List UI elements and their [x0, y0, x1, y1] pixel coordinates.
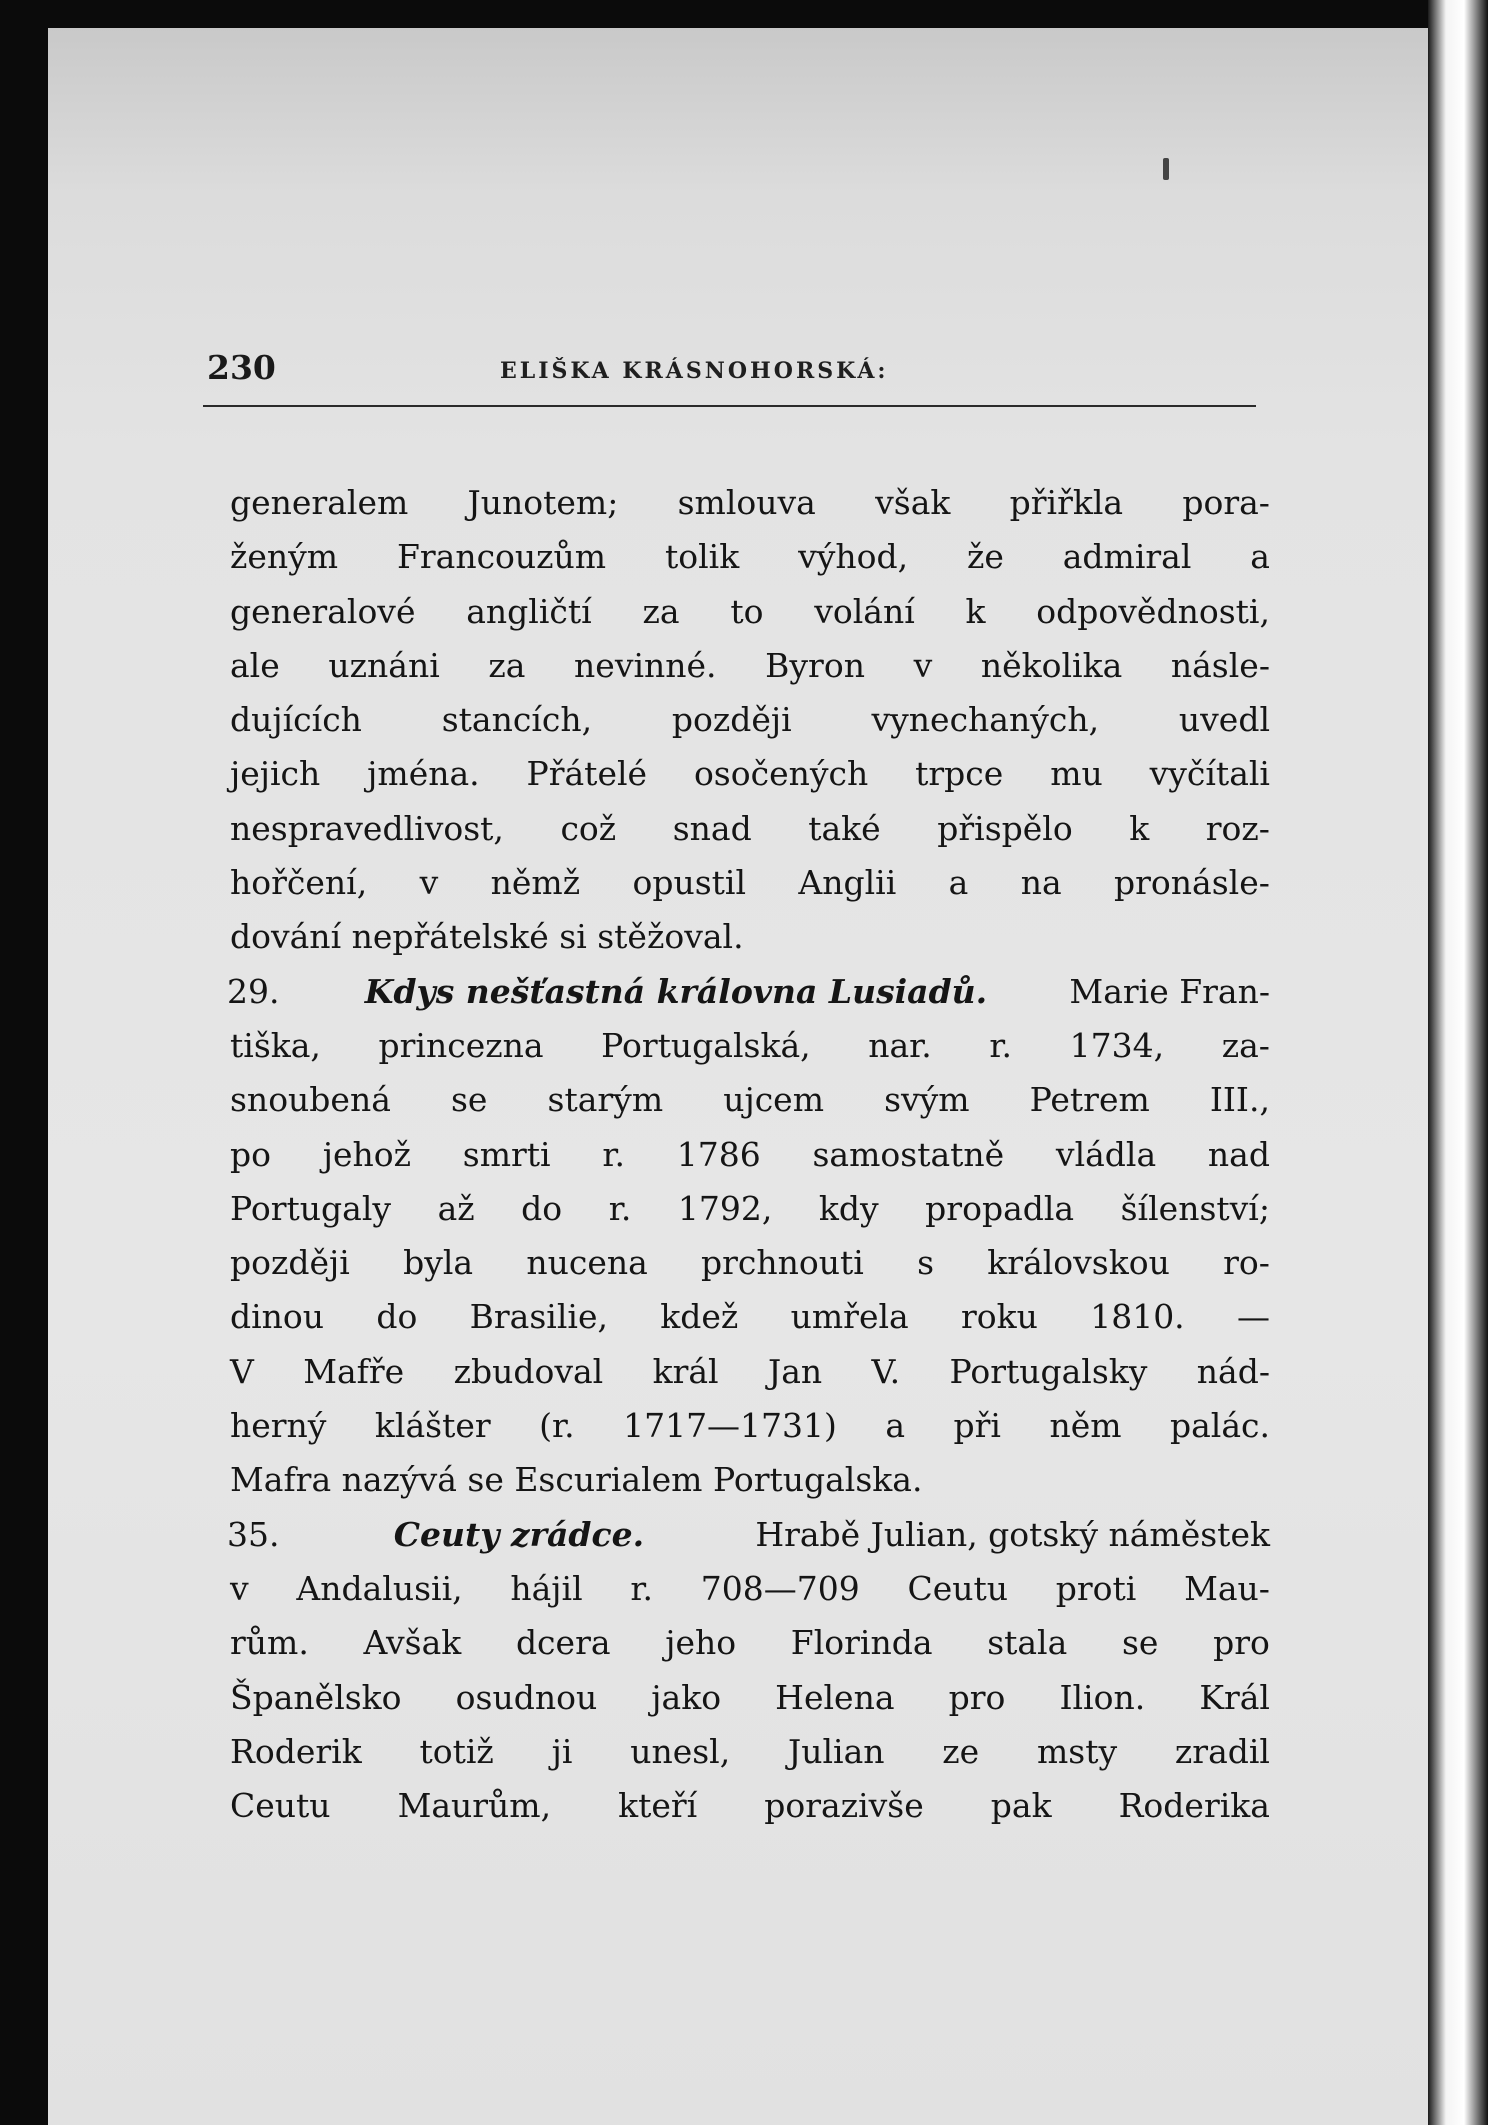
- word: Portugaly: [230, 1188, 392, 1228]
- running-title: ELIŠKA KRÁSNOHORSKÁ:: [500, 358, 889, 384]
- word: Roderika: [1118, 1786, 1270, 1826]
- word: do: [376, 1297, 418, 1337]
- word: proti: [1055, 1568, 1137, 1608]
- word: opustil: [632, 863, 747, 903]
- note-35-first-line: [227, 1508, 1270, 1562]
- note-title: Ceuty zrádce.: [393, 1514, 645, 1554]
- word: roku: [961, 1297, 1038, 1337]
- text-line: [230, 585, 1270, 639]
- word: uznáni: [328, 645, 440, 685]
- page-edge: [1428, 0, 1488, 2125]
- word: jako: [651, 1677, 722, 1717]
- word: později: [230, 1243, 350, 1283]
- word: Avšak: [363, 1623, 462, 1663]
- text-line: [230, 1725, 1270, 1779]
- word: ale: [230, 645, 280, 685]
- word: kdy: [818, 1188, 879, 1228]
- word: byla: [403, 1243, 474, 1283]
- text-line: [230, 802, 1270, 856]
- word: trpce: [915, 754, 1004, 794]
- word: král: [652, 1351, 719, 1391]
- word: klášter: [374, 1406, 491, 1446]
- word: smlouva: [677, 483, 816, 522]
- word: pro: [948, 1677, 1006, 1717]
- note-text: Hrabě Julian, gotský náměstek: [755, 1514, 1270, 1554]
- word: r.: [989, 1025, 1013, 1065]
- word: princezna: [378, 1025, 544, 1065]
- word: k: [965, 591, 986, 631]
- word: zbudoval: [453, 1351, 604, 1391]
- text-line: [230, 530, 1270, 584]
- word: 708—709: [700, 1568, 860, 1608]
- word: 1810.: [1090, 1297, 1185, 1337]
- word: Mau-: [1184, 1568, 1270, 1608]
- word: r.: [608, 1188, 632, 1228]
- word: Maurům,: [397, 1786, 552, 1826]
- word: nar.: [868, 1025, 932, 1065]
- word: ji: [551, 1731, 573, 1771]
- word: Petrem: [1029, 1080, 1150, 1120]
- word: v: [230, 1568, 249, 1608]
- word: nad: [1207, 1134, 1270, 1174]
- word: roz-: [1205, 808, 1270, 848]
- word: r.: [602, 1134, 625, 1174]
- word: —: [1236, 1297, 1270, 1337]
- word: prchnouti: [701, 1243, 864, 1283]
- word: Ceutu: [230, 1786, 331, 1826]
- word: až: [437, 1188, 475, 1228]
- word: jeho: [665, 1623, 737, 1663]
- text-line: [230, 1073, 1270, 1127]
- word: Anglii: [798, 863, 897, 903]
- word: Jan: [767, 1351, 823, 1391]
- word: Přátelé: [526, 754, 648, 794]
- word: nád-: [1196, 1351, 1270, 1391]
- word: V: [230, 1351, 254, 1391]
- word: V.: [871, 1351, 901, 1391]
- word: pak: [990, 1786, 1052, 1826]
- word: Andalusii,: [296, 1568, 463, 1608]
- word: násle-: [1170, 645, 1270, 685]
- word: s: [917, 1243, 935, 1283]
- word: zradil: [1174, 1731, 1270, 1771]
- text-line: [230, 476, 1270, 530]
- word: ženým: [230, 537, 339, 577]
- word: Helena: [775, 1677, 895, 1717]
- word: 1792,: [677, 1188, 773, 1228]
- word: k: [1129, 808, 1150, 848]
- word: snad: [672, 808, 752, 848]
- word: odpovědnosti,: [1036, 591, 1270, 631]
- word: kteří: [618, 1786, 698, 1826]
- word: samostatně: [812, 1134, 1005, 1174]
- word: přiřkla: [1009, 483, 1124, 522]
- word: vynechaných,: [871, 700, 1100, 740]
- text-line: [230, 693, 1270, 747]
- word: Roderik: [230, 1731, 362, 1771]
- word: Florinda: [790, 1623, 933, 1663]
- note-number: 29.: [227, 971, 280, 1011]
- word: za: [642, 591, 680, 631]
- text-line: [230, 1345, 1270, 1399]
- text-line: [230, 1182, 1270, 1236]
- word: smrti: [462, 1134, 551, 1174]
- word: přispělo: [937, 808, 1073, 848]
- header-rule: [203, 405, 1256, 407]
- word: porazivše: [764, 1786, 924, 1826]
- word: také: [808, 808, 881, 848]
- text-line: [230, 1236, 1270, 1290]
- word: Ceutu: [907, 1568, 1009, 1608]
- word: němž: [490, 863, 581, 903]
- word: v: [913, 645, 933, 685]
- word: osudnou: [455, 1677, 598, 1717]
- word: dcera: [515, 1623, 611, 1663]
- word: nevinné.: [574, 645, 717, 685]
- word: Byron: [765, 645, 865, 685]
- word: vyčítali: [1149, 754, 1270, 794]
- word: starým: [547, 1080, 664, 1120]
- word: Julian: [787, 1731, 885, 1771]
- word: při: [953, 1406, 1001, 1446]
- word: Portugalsky: [949, 1351, 1148, 1391]
- word: admiral: [1062, 537, 1192, 577]
- text-line: [230, 1671, 1270, 1725]
- word: svým: [884, 1080, 970, 1120]
- word: dinou: [230, 1297, 325, 1337]
- word: něm: [1049, 1406, 1122, 1446]
- text-line: [230, 1616, 1270, 1670]
- word: uvedl: [1178, 700, 1270, 740]
- word: rům.: [230, 1623, 309, 1663]
- note-text: Marie Fran-: [1069, 971, 1270, 1011]
- text-line: [230, 747, 1270, 801]
- word: pora-: [1182, 483, 1270, 522]
- word: však: [875, 483, 951, 522]
- word: a: [885, 1406, 906, 1446]
- word: Mafře: [303, 1351, 405, 1391]
- word: palác.: [1169, 1406, 1270, 1446]
- text-line: [230, 1019, 1270, 1073]
- word: snoubená: [230, 1080, 391, 1120]
- text-line: [230, 1128, 1270, 1182]
- text-line: dování nepřátelské si stěžoval.: [230, 917, 744, 957]
- page-number: 230: [207, 348, 276, 387]
- word: ujcem: [723, 1080, 824, 1120]
- word: ro-: [1223, 1243, 1270, 1283]
- word: umřela: [790, 1297, 909, 1337]
- word: stancích,: [441, 700, 593, 740]
- word: propadla: [925, 1188, 1075, 1228]
- word: Junotem;: [467, 483, 619, 522]
- word: herný: [230, 1406, 327, 1446]
- text-line: [230, 639, 1270, 693]
- word: Portugalská,: [601, 1025, 811, 1065]
- word: a: [1250, 537, 1270, 577]
- word: Ilion.: [1059, 1677, 1146, 1717]
- ink-mark: [1163, 158, 1169, 180]
- word: totiž: [419, 1731, 494, 1771]
- word: šílenství;: [1120, 1188, 1270, 1228]
- word: ze: [942, 1731, 980, 1771]
- body-text: [227, 476, 1270, 1833]
- word: III.,: [1209, 1080, 1270, 1120]
- text-line: [230, 1399, 1270, 1453]
- word: nespravedlivost,: [230, 808, 504, 848]
- word: královskou: [987, 1243, 1170, 1283]
- word: 1717—1731): [623, 1406, 837, 1446]
- note-number: 35.: [227, 1514, 280, 1554]
- text-line: [230, 1562, 1270, 1616]
- word: jejich: [230, 754, 321, 794]
- word: nucena: [526, 1243, 648, 1283]
- word: volání: [814, 591, 915, 631]
- note-title: Kdys nešťastná královna Lusiadů.: [364, 971, 988, 1011]
- text-line: [230, 1290, 1270, 1344]
- word: jména.: [367, 754, 480, 794]
- word: několika: [980, 645, 1123, 685]
- word: Brasilie,: [469, 1297, 608, 1337]
- text-line: Mafra nazývá se Escurialem Portugalska.: [230, 1460, 923, 1500]
- word: výhod,: [798, 537, 909, 577]
- word: 1786: [676, 1134, 761, 1174]
- word: že: [966, 537, 1004, 577]
- word: v: [419, 863, 439, 903]
- word: 1734,: [1069, 1025, 1165, 1065]
- word: generalem: [230, 483, 409, 522]
- word: tiška,: [230, 1025, 321, 1065]
- page-header: [207, 348, 1254, 398]
- word: kdež: [660, 1297, 739, 1337]
- word: Španělsko: [230, 1677, 402, 1717]
- word: osočených: [693, 754, 869, 794]
- word: mu: [1050, 754, 1103, 794]
- text-line: [230, 1779, 1270, 1833]
- word: Král: [1199, 1677, 1270, 1717]
- word: vládla: [1055, 1134, 1157, 1174]
- word: hájil: [510, 1568, 583, 1608]
- word: se: [1121, 1623, 1159, 1663]
- word: (r.: [539, 1406, 575, 1446]
- word: dujících: [230, 700, 362, 740]
- word: za-: [1221, 1025, 1270, 1065]
- word: později: [671, 700, 792, 740]
- word: do: [521, 1188, 563, 1228]
- word: to: [730, 591, 764, 631]
- word: r.: [630, 1568, 654, 1608]
- word: hořčení,: [230, 863, 368, 903]
- word: na: [1020, 863, 1062, 903]
- word: angličtí: [466, 591, 592, 631]
- word: po: [230, 1134, 271, 1174]
- word: za: [488, 645, 526, 685]
- word: což: [560, 808, 617, 848]
- word: msty: [1037, 1731, 1118, 1771]
- note-29-first-line: [227, 965, 1270, 1019]
- word: generalové: [230, 591, 416, 631]
- word: tolik: [664, 537, 740, 577]
- text-line: [230, 856, 1270, 910]
- word: pro: [1213, 1623, 1270, 1663]
- word: Francouzům: [396, 537, 607, 577]
- word: stala: [987, 1623, 1068, 1663]
- word: jehož: [322, 1134, 412, 1174]
- word: se: [450, 1080, 488, 1120]
- word: unesl,: [630, 1731, 731, 1771]
- word: a: [948, 863, 969, 903]
- word: pronásle-: [1114, 863, 1270, 903]
